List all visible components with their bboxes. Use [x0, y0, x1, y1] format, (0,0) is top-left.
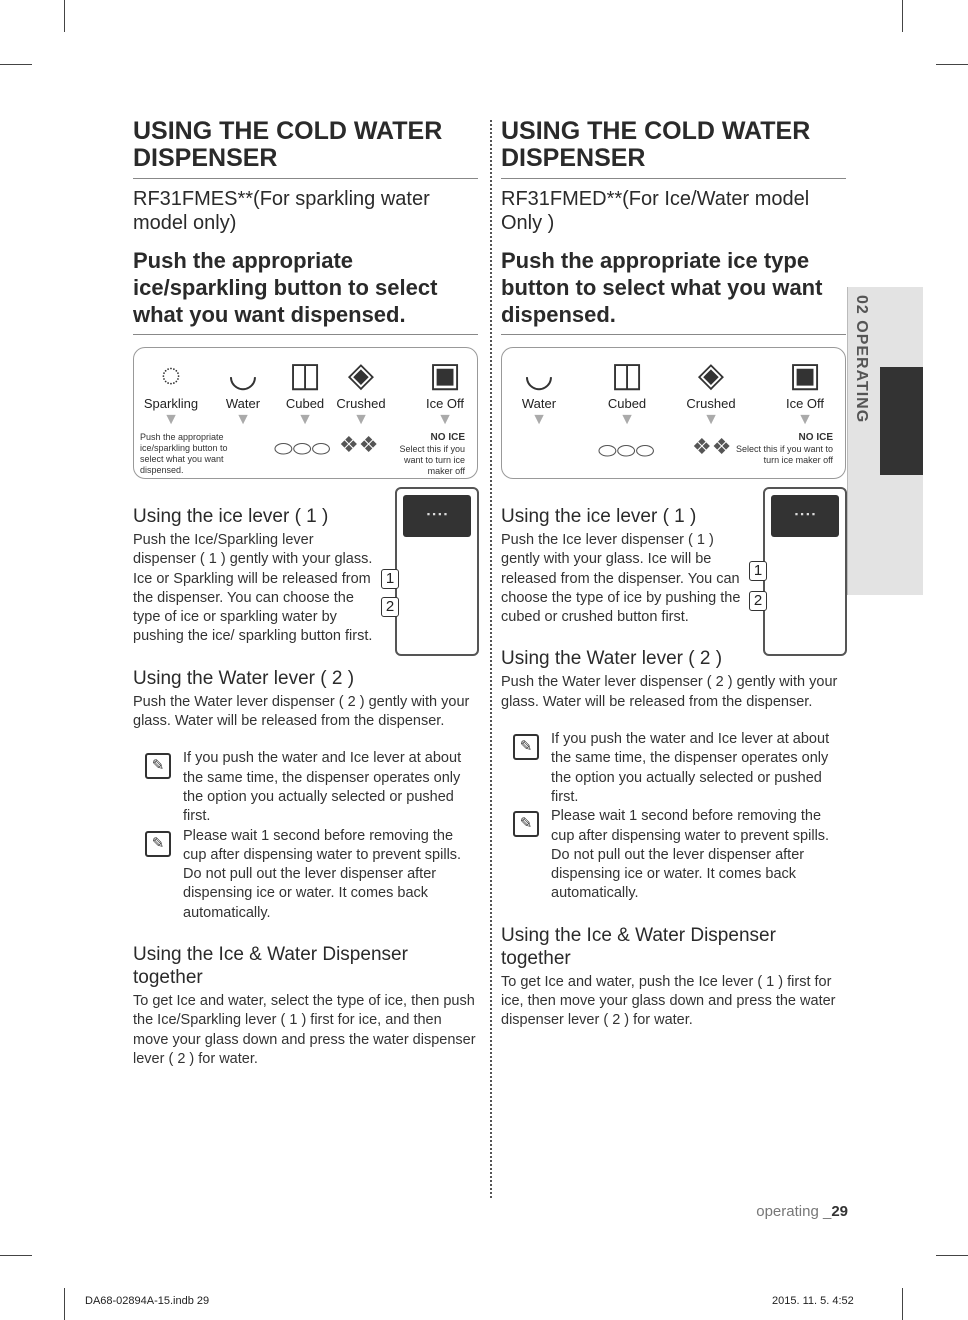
note: ✎ Please wait 1 second before removing the cup after dispensing water to prevent spills. Do not pull out the lever dispenser after dispensing ice or water. It comes back automatically.: [133, 827, 478, 923]
arrow-down-icon: ▼: [531, 411, 547, 428]
ice-off-button: ▣ Ice Off ▼: [416, 356, 474, 428]
crop-mark: [0, 1255, 32, 1256]
control-panel-diagram: [501, 347, 846, 479]
together-heading: Using the Ice & Water Dispenser together: [133, 944, 408, 989]
arrow-down-icon: ▼: [297, 411, 313, 428]
section-title: USING THE COLD WATER DISPENSER: [133, 117, 443, 172]
note: ✎ Please wait 1 second before removing the cup after dispensing water to prevent spills. Do not pull out the lever dispenser after dispensing ice or water. It comes back automatically.: [501, 807, 846, 903]
dispenser-illustration: [395, 487, 479, 656]
ice-lever-heading: Using the ice lever ( 1 ): [501, 506, 697, 527]
water-lever-heading: Using the Water lever ( 2 ): [133, 667, 355, 689]
note-icon: ✎: [513, 734, 539, 760]
together-text: To get Ice and water, select the type of ice, then push the Ice/Sparkling lever ( 1 ) first for ice, and then move your glass down and press the water dispenser lever ( 2 ) for water.: [133, 993, 476, 1067]
sparkling-icon: ◌: [160, 356, 182, 394]
note: ✎ If you push the water and Ice lever at about the same time, the dispenser operates only the option you actually selected or pushed first.: [133, 749, 478, 826]
arrow-down-icon: ▼: [353, 411, 369, 428]
section-tab: [847, 287, 923, 595]
water-button: ◡ Water ▼: [510, 356, 568, 428]
model-line: RF31FMED**(For Ice/Water model Only ): [501, 188, 810, 234]
water-lever-text: Push the Water lever dispenser ( 2 ) gently with your glass. Water will be released from the dispenser.: [501, 674, 838, 710]
together-heading: Using the Ice & Water Dispenser together: [501, 924, 776, 969]
dispenser-illustration: [763, 487, 847, 656]
arrow-down-icon: ▼: [619, 411, 635, 428]
crop-mark: [0, 64, 32, 65]
push-instruction: Push the appropriate ice type button to select what you want dispensed.: [501, 248, 823, 327]
sparkling-button: ◌ Sparkling ▼: [143, 356, 199, 428]
rule: [133, 178, 478, 179]
no-ice-label: NO ICE: [430, 432, 465, 443]
control-panel-diagram: [133, 347, 478, 479]
rule: [501, 334, 846, 335]
no-ice-hint: Select this if you want to turn ice maker off: [399, 444, 465, 476]
note: ✎ If you push the water and Ice lever at about the same time, the dispenser operates only the option you actually selected or pushed first.: [501, 730, 846, 807]
crop-mark: [936, 1255, 968, 1256]
crushed-ice-icon: ❖❖: [692, 434, 732, 459]
ice-off-button: ▣ Ice Off ▼: [776, 356, 834, 428]
arrow-down-icon: ▼: [163, 411, 179, 428]
note-icon: ✎: [145, 753, 171, 779]
right-column: [501, 118, 846, 1031]
note-icon: ✎: [145, 831, 171, 857]
water-icon: ◡: [228, 356, 258, 394]
dispenser-display: ▪ ▪ ▪ ▪: [403, 495, 471, 537]
water-lever-heading: Using the Water lever ( 2 ): [501, 648, 723, 670]
left-column: [133, 118, 478, 1069]
rule: [501, 178, 846, 179]
crushed-ice-icon: ◈: [347, 356, 375, 394]
cubed-button: ◫ Cubed ▼: [598, 356, 656, 428]
note-icon: ✎: [513, 811, 539, 837]
page-number: 29: [831, 1203, 848, 1220]
no-ice-label: NO ICE: [798, 432, 833, 443]
panel-hint: Push the appropriate ice/sparkling button to select what you want dispensed.: [140, 432, 228, 475]
water-lever-text: Push the Water lever dispenser ( 2 ) gently with your glass. Water will be released from the dispenser.: [133, 693, 470, 730]
date-slug: 2015. 11. 5. 4:52: [772, 1295, 854, 1307]
arrow-down-icon: ▼: [437, 411, 453, 428]
lever-1-callout: 1: [381, 569, 399, 589]
column-divider: [490, 120, 492, 1198]
no-ice-hint: Select this if you want to turn ice maker off: [735, 444, 833, 465]
section-tab-label: 02 OPERATING: [853, 295, 870, 424]
crushed-button: ◈ Crushed ▼: [332, 356, 390, 428]
rule: [133, 334, 478, 335]
file-slug: DA68-02894A-15.indb 29: [85, 1295, 210, 1307]
ice-off-icon: ▣: [788, 356, 822, 394]
section-tab-marker: [880, 367, 923, 475]
ice-lever-text: Push the Ice/Sparkling lever dispenser ( 1 ) gently with your glass. Ice or Sparkling will be released from the dispenser. You can choose the type of ice or sparkling water by pushing the ice/ sparkling button first.: [133, 532, 373, 645]
crop-mark: [64, 0, 65, 32]
ice-off-icon: ▣: [428, 356, 462, 394]
arrow-down-icon: ▼: [703, 411, 719, 428]
arrow-down-icon: ▼: [797, 411, 813, 428]
crop-mark: [64, 1288, 65, 1320]
ice-lever-heading: Using the ice lever ( 1 ): [133, 506, 329, 527]
cubed-button: ◫ Cubed ▼: [276, 356, 334, 428]
crushed-ice-icon: ◈: [697, 356, 725, 394]
cubed-ice-icon: ⬭⬭⬭: [598, 438, 655, 463]
water-button: ◡ Water ▼: [214, 356, 272, 428]
push-instruction: Push the appropriate ice/sparkling button to select what you want dispensed.: [133, 248, 438, 327]
cubed-ice-icon: ◫: [610, 356, 644, 394]
arrow-down-icon: ▼: [235, 411, 251, 428]
lever-2-callout: 2: [749, 591, 767, 611]
crop-mark: [936, 64, 968, 65]
ice-lever-text: Push the Ice lever dispenser ( 1 ) gently with your glass. Ice will be released from the dispenser. You can choose the type of ice by pushing the cubed or crushed button first.: [501, 532, 741, 626]
water-icon: ◡: [524, 356, 554, 394]
cubed-ice-icon: ◫: [288, 356, 322, 394]
page-footer: operating _29: [756, 1203, 848, 1220]
dispenser-display: ▪ ▪ ▪ ▪: [771, 495, 839, 537]
crop-mark: [902, 1288, 903, 1320]
cubed-ice-icon: ⬭⬭⬭: [274, 436, 331, 461]
model-line: RF31FMES**(For sparkling water model only): [133, 188, 430, 234]
together-text: To get Ice and water, push the Ice lever ( 1 ) first for ice, then move your glass down and press the water dispenser lever ( 2 ) for water.: [501, 973, 836, 1029]
lever-1-callout: 1: [749, 561, 767, 581]
crop-mark: [902, 0, 903, 32]
section-title: USING THE COLD WATER DISPENSER: [501, 117, 811, 172]
lever-2-callout: 2: [381, 597, 399, 617]
crushed-button: ◈ Crushed ▼: [682, 356, 740, 428]
crushed-ice-icon: ❖❖: [339, 432, 379, 457]
